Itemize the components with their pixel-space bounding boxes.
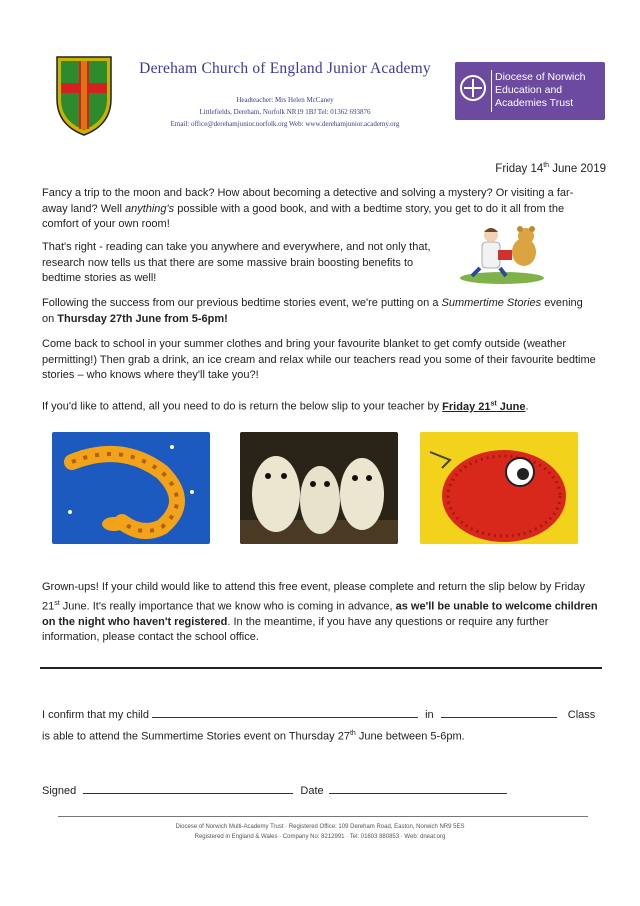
footer-line-1: Diocese of Norwich Multi-Academy Trust · Registered Office: 109 Dereham Road, Easton, Norwich NR9 5ES — [175, 824, 465, 830]
class-label: Class — [567, 709, 596, 721]
event-paragraph: Following the success from our previous bedtime stories event, we're putting on a Summertime Stories evening on Thursday 27th June from 5-6pm! — [42, 297, 583, 325]
headteacher-line: Headteacher: Mrs Helen McCaney — [236, 96, 334, 104]
child-name-field[interactable] — [152, 708, 418, 718]
letter-date: Friday 14th June 2019 — [495, 162, 606, 175]
diocese-line-2: Education and — [495, 84, 563, 96]
date-field[interactable] — [329, 784, 507, 794]
giraffe-book-illustration — [52, 432, 210, 544]
contact-line: Email: office@derehamjunior.norfolk.org Web: www.derehamjunior.academy.org — [170, 120, 400, 128]
confirm-label: I confirm that my child — [42, 709, 149, 721]
return-slip-paragraph: If you'd like to attend, all you need to do is return the below slip to your teacher by Friday 21st June. — [42, 400, 529, 413]
signature-line — [42, 784, 507, 797]
confirm-line — [42, 708, 595, 721]
owl-babies-illustration — [240, 432, 398, 544]
red-fluffy-creature-illustration — [420, 432, 578, 544]
date-label: Date — [300, 785, 324, 797]
school-crest-logo — [55, 55, 113, 137]
attend-line: is able to attend the Summertime Stories event on Thursday 27th June between 5-6pm. — [42, 730, 465, 743]
footer-line-2: Registered in England & Wales · Company No: 8212991 · Tel: 01603 880853 · Web: dneat.org — [194, 834, 446, 840]
diocese-cross-icon — [460, 75, 486, 101]
details-paragraph: Come back to school in your summer clothes and bring your favourite blanket to get comfy outside (weather permitting!) Then grab a drink, an ice cream and relax while our teachers read you some of their favourite bedtime stories – who knows where they'll take you?! — [42, 338, 596, 381]
slip-cut-line — [40, 667, 602, 669]
signature-field[interactable] — [83, 784, 293, 794]
diocese-line-1: Diocese of Norwich — [495, 71, 586, 83]
bedtime-reading-illustration — [458, 222, 546, 284]
reading-paragraph: That's right - reading can take you anywhere and everywhere, and not only that, research now tells us that there are some massive brain boosting benefits to bedtime stories as well! — [42, 241, 431, 284]
grown-ups-paragraph: Grown-ups! If your child would like to attend this free event, please complete and return the slip below by Friday 21st June. It's really importance that we know who is coming in advance, as we'll be unable to welcome children on the night who haven't registered. In the meantime, if you have any questions or require any further information, please contact the school office. — [42, 581, 598, 644]
signed-label: Signed — [42, 785, 77, 797]
school-name: Dereham Church of England Junior Academy — [139, 60, 431, 77]
address-line: Littlefields, Dereham, Norfolk NR19 1BJ Tel: 01362 693876 — [199, 108, 371, 116]
class-field[interactable] — [441, 708, 557, 718]
in-label: in — [425, 709, 434, 721]
diocese-logo — [455, 62, 605, 120]
footer-divider — [58, 816, 588, 817]
diocese-line-3: Academies Trust — [495, 97, 574, 109]
intro-paragraph: Fancy a trip to the moon and back? How about becoming a detective and solving a mystery? Or visiting a far-away land? Well anything's possible with a good book, and with a bedtime story, you get to do it all from the comfort of your own room! — [42, 187, 574, 230]
